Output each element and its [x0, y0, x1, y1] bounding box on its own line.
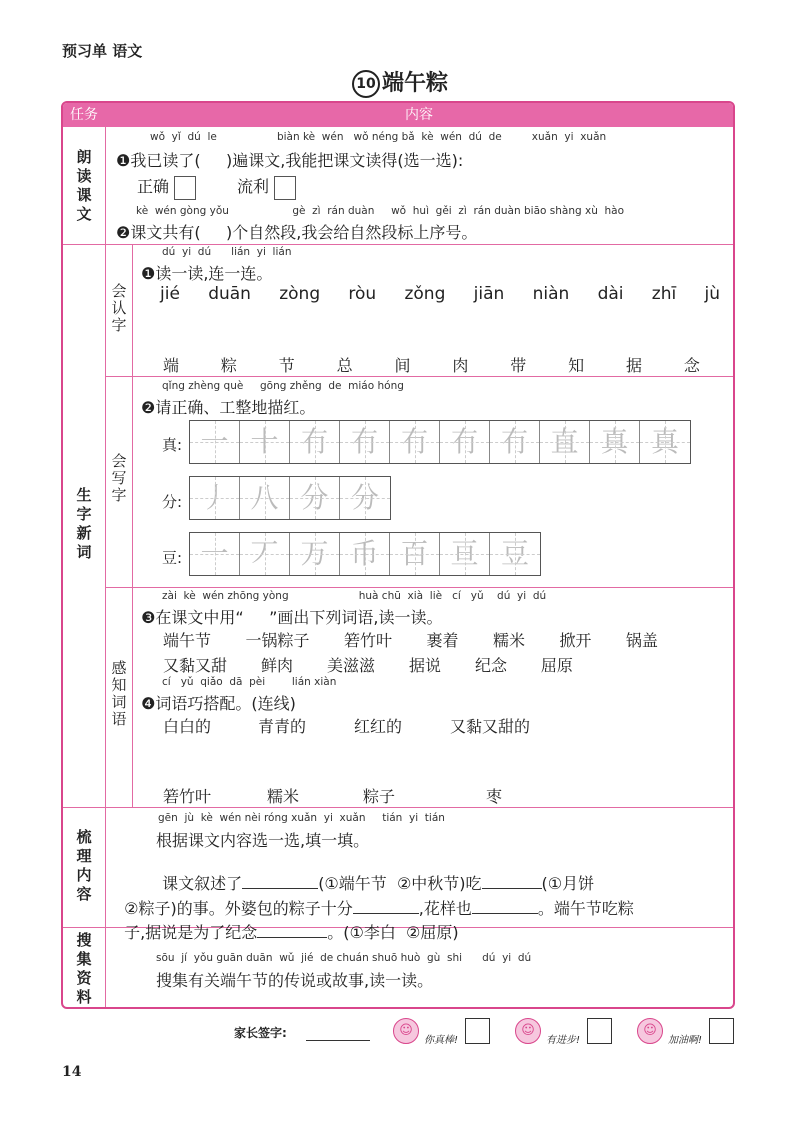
lesson-title [0, 66, 800, 98]
tracing-grid-zhen[interactable] [189, 420, 691, 464]
trace-cell[interactable]: 冇 [290, 421, 340, 463]
praise-great-box[interactable] [465, 1018, 490, 1044]
task-label-new-words: 生 字 新 词 [76, 486, 92, 561]
question-2: ❷课文共有( )个自然段,我会给自然段标上序号。 [116, 223, 478, 242]
praise-keep-going-box[interactable] [709, 1018, 734, 1044]
character-row [163, 353, 700, 376]
trace-cell[interactable]: 冇 [490, 421, 540, 463]
word-item[interactable]: 一锅粽子 [245, 631, 310, 650]
sub-label-recognize: 会 认 字 [111, 282, 127, 334]
task-column-divider [105, 127, 106, 1007]
trace-cell[interactable]: 丆 [240, 533, 290, 575]
tracing-grid-fen[interactable] [189, 476, 391, 520]
trace-cell[interactable]: 一 [190, 533, 240, 575]
table-header-task: 任务 [70, 107, 98, 123]
pinyin-item[interactable]: zhī [651, 284, 677, 304]
word-item[interactable]: 鲜肉 [260, 656, 293, 675]
summary-line-1: 课文叙述了 (①端午节 ②中秋节)吃 (①月饼 [162, 874, 595, 893]
option-fluent: 流利 [237, 174, 296, 200]
character-item[interactable]: 节 [278, 356, 295, 375]
smiley-face-icon: ☺ [393, 1018, 419, 1044]
lesson-title-text: 端午粽 [381, 71, 448, 96]
match-right-item[interactable]: 粽子 [363, 787, 396, 806]
pinyin-line: zài kè wén zhōng yòng huà chū xià liè cí yǔ dú yi dú [162, 590, 547, 602]
pinyin-line: qǐng zhèng què gōng zhěng de miáo hóng [162, 380, 404, 392]
praise-keep-going: 加油啊! [668, 1035, 703, 1046]
task-label-collect: 搜 集 资 料 [76, 931, 92, 1006]
pinyin-item[interactable]: jiān [473, 284, 505, 304]
character-item[interactable]: 知 [568, 356, 585, 375]
word-list-row-2 [163, 653, 573, 676]
trace-cell[interactable]: 十 [240, 421, 290, 463]
signature-label: 家长签字: [234, 1026, 287, 1040]
praise-progress: 有进步! [546, 1035, 581, 1046]
trace-cell[interactable]: 直 [540, 421, 590, 463]
sub-label-write: 会 写 字 [111, 452, 127, 504]
pinyin-item[interactable]: dài [597, 284, 624, 304]
word-item[interactable]: 美滋滋 [326, 656, 375, 675]
pinyin-line: cí yǔ qiǎo dā pèi lián xiàn [162, 676, 337, 688]
row-divider [63, 807, 733, 808]
match-left-item[interactable]: 青青的 [258, 717, 307, 736]
word-item[interactable]: 屈原 [540, 656, 573, 675]
smiley-face-icon: ☺ [637, 1018, 663, 1044]
word-item[interactable]: 箬竹叶 [343, 631, 392, 650]
character-item[interactable]: 间 [394, 356, 411, 375]
pinyin-item[interactable]: jié [160, 284, 180, 304]
tracing-grid-dou[interactable] [189, 532, 541, 576]
word-item[interactable]: 糯米 [492, 631, 525, 650]
table-header-content: 内容 [405, 107, 433, 123]
pinyin-item[interactable]: zòng [279, 284, 321, 304]
summary-line-2: ②粽子)的事。外婆包的粽子十分 ,花样也 。端午节吃粽 [124, 899, 634, 918]
character-item[interactable]: 带 [510, 356, 527, 375]
word-list-row-1 [163, 628, 658, 651]
match-left-item[interactable]: 又黏又甜的 [450, 717, 531, 736]
lesson-number: 10 [352, 70, 380, 98]
row-divider [106, 376, 733, 377]
trace-cell[interactable]: 丿 [190, 477, 240, 519]
word-item[interactable]: 掀开 [559, 631, 592, 650]
trace-cell[interactable]: 冇 [390, 421, 440, 463]
trace-cell[interactable]: 一 [190, 421, 240, 463]
praise-progress-box[interactable] [587, 1018, 612, 1044]
pinyin-item[interactable]: ròu [348, 284, 377, 304]
word-item[interactable]: 纪念 [474, 656, 507, 675]
collect-instruction: 搜集有关端午节的传说或故事,读一读。 [156, 971, 434, 990]
trace-cell[interactable]: 真 [590, 421, 640, 463]
character-item[interactable]: 端 [163, 356, 180, 375]
trace-cell[interactable]: 冇 [440, 421, 490, 463]
blank-4[interactable] [472, 899, 538, 914]
book-label: 预习单 语文 [62, 42, 143, 60]
checkbox-fluent[interactable] [274, 176, 296, 200]
row-divider [63, 244, 733, 245]
page-number: 14 [62, 1064, 82, 1080]
pinyin-line: kè wén gòng yǒu gè zì rán duàn wǒ huì gěi zì rán duàn biāo shàng xù hào [136, 205, 625, 217]
trace-cell[interactable]: 百 [390, 533, 440, 575]
pinyin-item[interactable]: duān [208, 284, 251, 304]
word-item[interactable]: 锅盖 [625, 631, 658, 650]
signature-line[interactable] [306, 1039, 370, 1041]
trace-cell[interactable]: 八 [240, 477, 290, 519]
match-left-item[interactable]: 红红的 [354, 717, 403, 736]
match-right-item[interactable]: 枣 [486, 787, 503, 806]
question-1: ❶我已读了( )遍课文,我能把课文读得(选一选): [116, 151, 464, 170]
blank-5[interactable] [257, 923, 327, 938]
word-item[interactable]: 端午节 [163, 631, 212, 650]
checkbox-correct[interactable] [174, 176, 196, 200]
question-trace: ❷请正确、工整地描红。 [141, 398, 316, 417]
pinyin-item[interactable]: niàn [532, 284, 570, 304]
question-match-words: ❹词语巧搭配。(连线) [141, 694, 296, 713]
trace-cell[interactable]: 币 [340, 533, 390, 575]
word-item[interactable]: 据说 [408, 656, 441, 675]
trace-cell[interactable]: 万 [290, 533, 340, 575]
trace-cell[interactable]: 冇 [340, 421, 390, 463]
smiley-face-icon: ☺ [515, 1018, 541, 1044]
option-correct: 正确 [137, 174, 196, 200]
character-item[interactable]: 总 [336, 356, 353, 375]
pinyin-item[interactable]: zǒng [404, 284, 446, 304]
trace-char-dou: 豆: [162, 549, 183, 567]
pinyin-item[interactable]: jù [704, 284, 720, 304]
pinyin-line: dú yi dú lián yi lián [162, 246, 292, 258]
trace-cell[interactable]: 分 [340, 477, 390, 519]
task-label-summary: 梳 理 内 容 [76, 828, 92, 903]
character-item[interactable]: 念 [683, 356, 700, 375]
subtask-column-divider [132, 244, 133, 807]
match-right-item[interactable]: 箬竹叶 [163, 787, 212, 806]
word-item[interactable]: 又黏又甜 [163, 656, 228, 675]
row-divider [106, 587, 733, 588]
pinyin-row [160, 284, 720, 304]
trace-cell[interactable]: 亘 [440, 533, 490, 575]
question-read-match: ❶读一读,连一连。 [141, 264, 273, 283]
question-underline-words: ❸在课文中用“ ”画出下列词语,读一读。 [141, 608, 443, 627]
praise-great: 你真棒! [424, 1035, 459, 1046]
pinyin-line: gēn jù kè wén nèi róng xuǎn yi xuǎn tián yi tián [158, 812, 445, 824]
trace-char-fen: 分: [162, 493, 183, 511]
character-item[interactable]: 肉 [452, 356, 469, 375]
word-item[interactable]: 裹着 [426, 631, 459, 650]
pinyin-line: wǒ yǐ dú le biàn kè wén wǒ néng bǎ kè wén dú de xuǎn yi xuǎn [150, 131, 607, 143]
match-right-item[interactable]: 糯米 [267, 787, 300, 806]
trace-cell[interactable]: 真 [640, 421, 690, 463]
summary-line-3: 子,据说是为了纪念 。(①李白 ②屈原) [124, 923, 459, 942]
match-left-item[interactable]: 白白的 [163, 717, 212, 736]
character-item[interactable]: 据 [626, 356, 643, 375]
character-item[interactable]: 粽 [220, 356, 237, 375]
task-label-reading: 朗 读 课 文 [76, 148, 92, 223]
sub-label-perceive: 感 知 词 语 [111, 659, 127, 728]
pinyin-line: sōu jí yǒu guān duān wǔ jié de chuán shuō huò gù shi dú yi dú [156, 952, 532, 964]
summary-intro: 根据课文内容选一选,填一填。 [156, 831, 370, 850]
trace-char-zhen: 真: [162, 436, 183, 454]
trace-cell[interactable]: 分 [290, 477, 340, 519]
trace-cell[interactable]: 豆 [490, 533, 540, 575]
